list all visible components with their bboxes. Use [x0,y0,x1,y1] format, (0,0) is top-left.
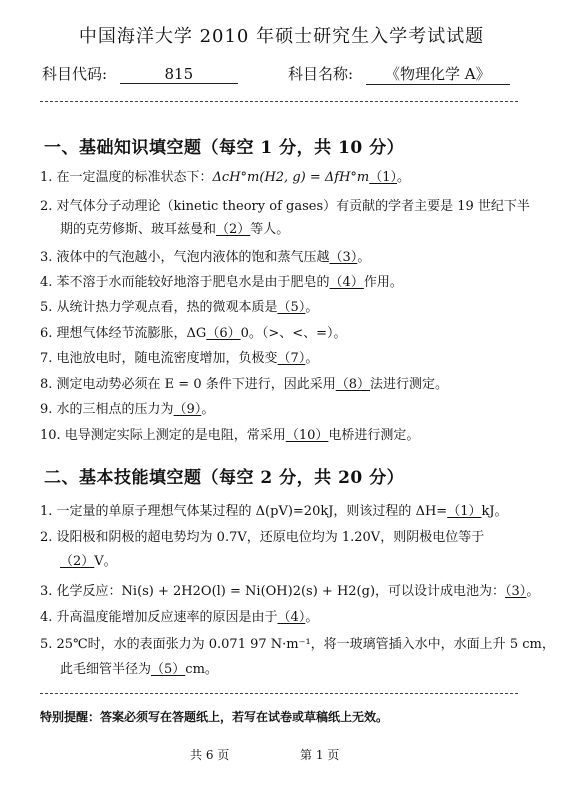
section1-title: 一、基础知识填空题（每空 1 分，共 10 分） [44,138,405,158]
question-text: 1. 在一定温度的标准状态下： [40,170,213,185]
question-1-4 [40,271,403,290]
question-text: 9. 水的三相点的压力为 [40,402,174,417]
question-text: 4. 升高温度能增加反应速率的原因是由于 [40,610,278,625]
question-text-end: 。 [201,402,215,417]
question-text: 7. 电池放电时，随电流密度增加，负极变 [40,351,278,366]
answer-blank: （9） [173,402,202,417]
question-2-3 [40,580,539,599]
question-1-9 [40,398,214,417]
subject-name-label: 科目名称: [288,65,354,83]
question-text-end: 电桥进行测定。 [328,428,420,443]
exam-title: 中国海洋大学 2010 年硕士研究生入学考试试题 [78,26,485,47]
question-1-7 [40,347,318,366]
answer-blank: （7） [277,351,306,366]
question-1-8 [40,373,448,392]
question-2-5 [40,633,555,652]
question-text-end: 。 [357,250,371,265]
formula: ΔcH°m(H2, g) = ΔfH°m [212,170,370,185]
question-text: 期的克劳修斯、玻耳兹曼和 [60,222,217,237]
subject-code [42,63,238,84]
question-text-end: kJ。 [481,504,508,519]
answer-blank: （3） [329,250,358,265]
answer-blank: （4） [329,275,364,290]
question-1-2 [40,195,530,214]
question-text-end: 。 [397,170,411,185]
question-1-5 [40,296,318,315]
question-text-end: 等人。 [250,222,290,237]
question-1-1 [40,166,410,185]
answer-blank: （5） [151,662,186,677]
subject-code-value: 815 [120,65,238,84]
answer-blank: （2） [60,554,95,569]
question-text-end: 法进行测定。 [370,377,449,392]
answer-blank: （10） [285,428,329,443]
answer-blank: （3） [505,584,527,599]
question-text-end: 。 [305,610,319,625]
subject-name-value: 《物理化学 A》 [366,63,510,85]
question-1-2-cont [60,218,289,237]
question-1-6 [40,322,347,341]
question-1-10 [40,424,419,443]
question-text: 5. 从统计热力学观点看，热的微观本质是 [40,300,278,315]
answer-blank: （1） [369,170,398,185]
question-2-4 [40,606,318,625]
question-text: 2. 设阳极和阴极的超电势均为 0.7V，还原电位均为 1.20V，则阴极电位等于 [40,530,485,545]
section2-title: 二、基本技能填空题（每空 2 分，共 20 分） [44,468,405,488]
question-text: 10. 电导测定实际上测定的是电阻，常采用 [40,428,286,443]
question-text-end: 作用。 [363,275,403,290]
page-number: 第 1 页 [300,748,340,762]
question-text-end: V。 [94,554,117,569]
divider-top [40,101,518,102]
answer-blank: （5） [277,300,306,315]
answer-blank: （4） [277,610,306,625]
page-total: 共 6 页 [190,748,230,762]
subject-name [288,63,510,85]
question-text: 1. 一定量的单原子理想气体某过程的 Δ(pV)=20kJ，则该过程的 ΔH= [40,504,448,519]
special-notice: 特别提醒：答案必须写在答题纸上，若写在试卷或草稿纸上无效。 [40,710,389,724]
question-text-end: 。 [305,351,319,366]
question-2-2 [40,526,484,545]
question-1-3 [40,246,370,265]
answer-blank: （1） [447,504,482,519]
answer-blank: （8） [335,377,370,392]
question-text: 6. 理想气体经节流膨胀，ΔG [40,326,207,341]
question-text: 此毛细管半径为 [60,662,152,677]
question-2-1 [40,500,508,519]
question-text: 3. 液体中的气泡越小，气泡内液体的饱和蒸气压越 [40,250,330,265]
question-2-2-cont [60,550,117,569]
answer-blank: （2） [216,222,251,237]
question-text-end: cm。 [185,662,218,677]
question-2-5-cont [60,658,218,677]
question-text: 8. 测定电动势必须在 E = 0 条件下进行，因此采用 [40,377,336,392]
subject-code-label: 科目代码: [42,65,108,83]
divider-bottom [40,693,518,694]
question-text: 3. 化学反应：Ni(s) + 2H2O(l) = Ni(OH)2(s) + H2(g)，可以设计成电池为： [40,584,506,599]
question-text: 5. 25℃时，水的表面张力为 0.071 97 N·m⁻¹，将一玻璃管插入水中，水面上升 5 cm， [40,637,555,652]
question-text-end: 。 [305,300,319,315]
question-text: 4. 苯不溶于水而能较好地溶于肥皂水是由于肥皂的 [40,275,330,290]
question-text: 2. 对气体分子动理论（kinetic theory of gases）有贡献的学者主要是 19 世纪下半 [40,199,530,214]
answer-blank: （6） [206,326,241,341]
question-text-end: 。 [526,584,540,599]
question-text-end: 0。（>、<、=）。 [240,326,347,341]
